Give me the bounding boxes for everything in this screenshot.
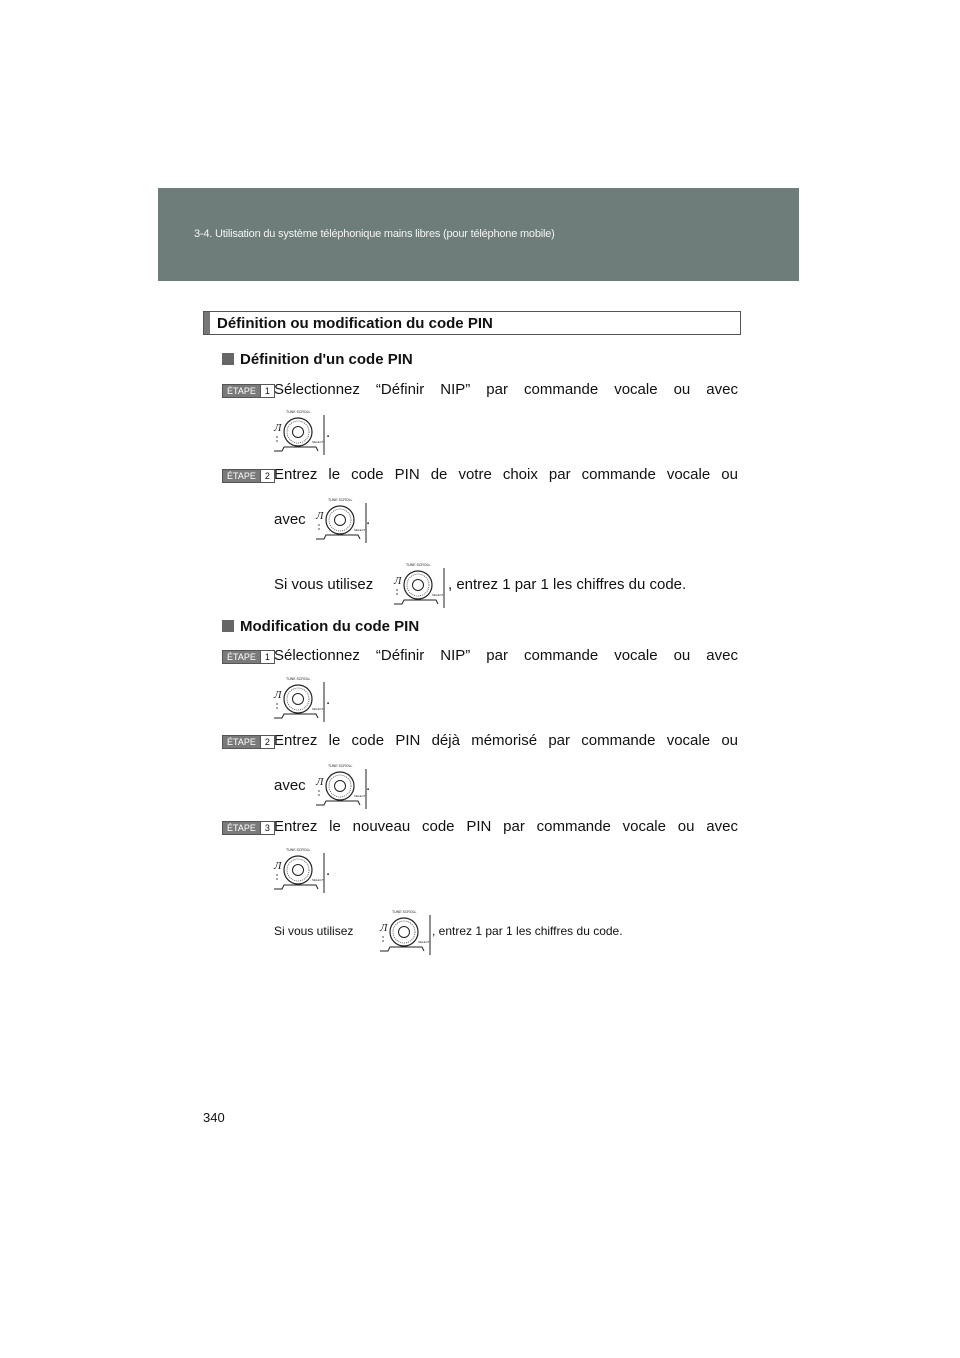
step-badge-1: ÉTAPE 1 [222, 650, 275, 664]
step-word: par [503, 818, 525, 835]
step-line [274, 732, 738, 749]
step-word: Entrez [274, 818, 318, 835]
step-word: Sélectionnez [274, 381, 360, 398]
step-word: commande [536, 818, 611, 835]
section-title-box [203, 311, 741, 335]
square-bullet-icon [222, 620, 234, 632]
step-badge-1: ÉTAPE 1 [222, 384, 275, 398]
step-word: votre [458, 466, 492, 483]
step-word: de [430, 466, 448, 483]
step-word: ou [673, 647, 691, 664]
step-line [274, 466, 738, 483]
step-word: NIP” [440, 381, 471, 398]
step-word: PIN [395, 732, 421, 749]
step-word: vocale [622, 818, 666, 835]
step-badge-2: ÉTAPE 2 [222, 735, 275, 749]
step-line [274, 381, 738, 398]
step-word: PIN [466, 818, 492, 835]
step-word: Entrez [274, 466, 318, 483]
step-word: vocale [614, 647, 658, 664]
tune-scroll-knob-icon [272, 407, 326, 457]
step-word: nouveau [352, 818, 411, 835]
tune-scroll-knob-icon [392, 560, 446, 610]
step-word: ou [673, 381, 691, 398]
step-word: par [486, 381, 508, 398]
step-word: vocale [614, 381, 658, 398]
step-word: code [351, 732, 385, 749]
step-word: déjà [431, 732, 460, 749]
step-word: code [351, 466, 384, 483]
step-word: par [548, 732, 570, 749]
step-line [274, 818, 738, 835]
subheading-setting: Définition d'un code PIN [222, 351, 413, 368]
step-word: code [422, 818, 455, 835]
step-word: commande [581, 466, 656, 483]
step-word: commande [524, 381, 599, 398]
step-word: ou [721, 466, 738, 483]
header-band [158, 188, 799, 281]
step-word: avec [706, 381, 738, 398]
tune-scroll-knob-icon [378, 907, 432, 957]
step-word: ou [721, 732, 738, 749]
step-word: vocale [666, 732, 711, 749]
step-badge-3: ÉTAPE 3 [222, 821, 275, 835]
step-word: le [328, 466, 341, 483]
tune-scroll-knob-icon [314, 495, 368, 545]
tune-scroll-knob-icon [272, 845, 326, 895]
subheading-modify: Modification du code PIN [222, 618, 419, 635]
step-word: avec [706, 647, 738, 664]
step-line [274, 647, 738, 664]
step-word: PIN [394, 466, 420, 483]
section-title: Définition ou modification du code PIN [217, 315, 493, 332]
step-word: avec [706, 818, 738, 835]
step-word: NIP” [440, 647, 471, 664]
step-badge-2: ÉTAPE 2 [222, 469, 275, 483]
step-word: par [548, 466, 571, 483]
step-word: vocale [666, 466, 711, 483]
breadcrumb: 3-4. Utilisation du système téléphonique mains libres (pour téléphone mobile) [194, 228, 555, 240]
step-word: “Définir [375, 647, 425, 664]
step-word: choix [502, 466, 538, 483]
step-word: le [329, 818, 341, 835]
step-word: mémorisé [471, 732, 538, 749]
step-word: commande [524, 647, 599, 664]
step-word: Sélectionnez [274, 647, 360, 664]
step-word: Entrez [274, 732, 318, 749]
step-word: le [328, 732, 341, 749]
square-bullet-icon [222, 353, 234, 365]
page-number: 340 [203, 1110, 225, 1125]
tune-scroll-knob-icon [272, 674, 326, 724]
tune-scroll-knob-icon [314, 761, 368, 811]
step-word: ou [677, 818, 695, 835]
step-word: commande [581, 732, 656, 749]
step-word: “Définir [375, 381, 425, 398]
step-word: par [486, 647, 508, 664]
